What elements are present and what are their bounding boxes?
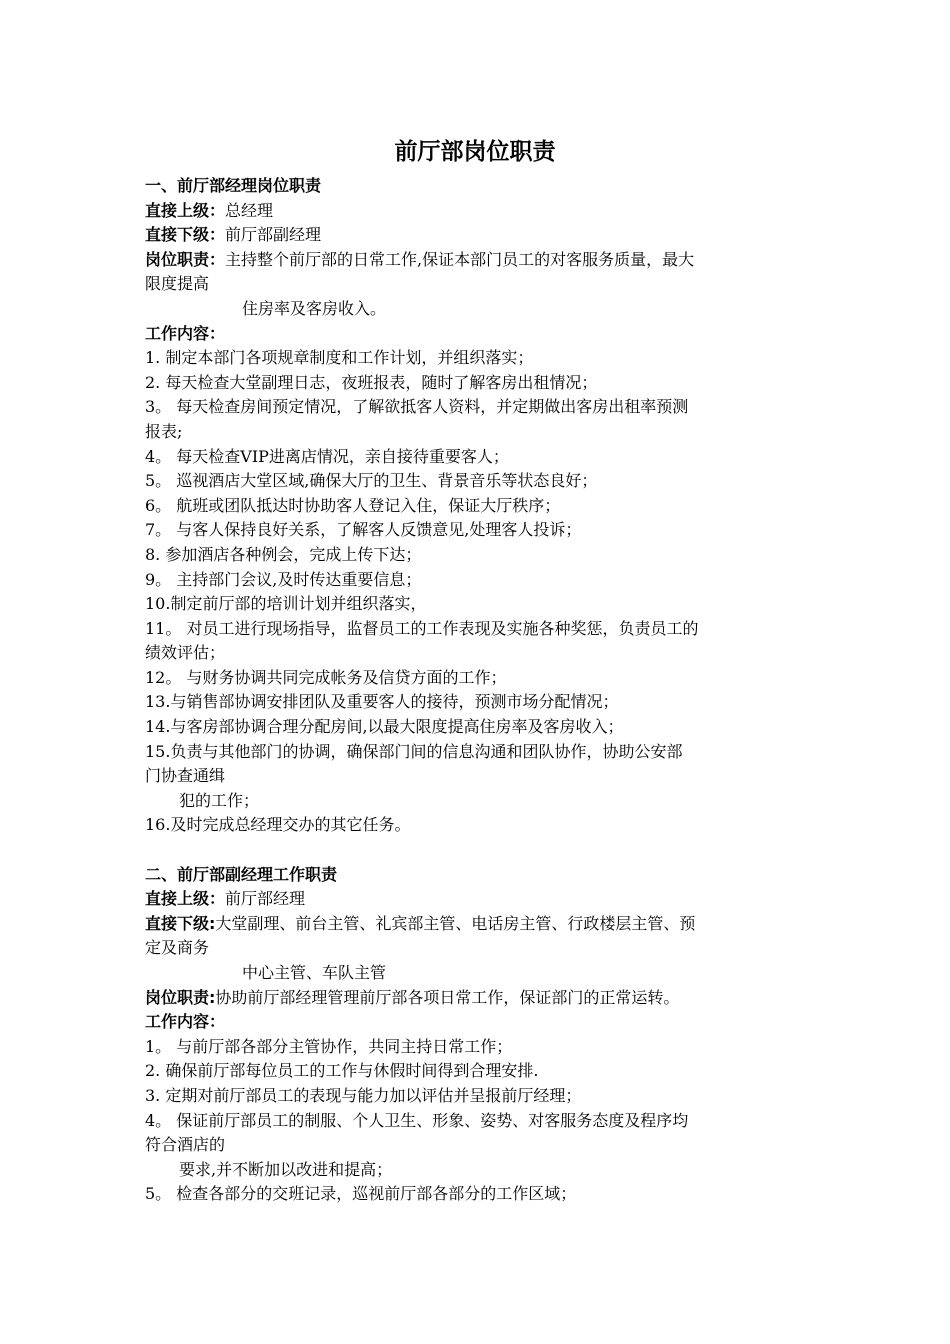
section1-heading: 一、前厅部经理岗位职责 [145,176,322,195]
list-item: 10.制定前厅部的培训计划并组织落实， [145,594,427,614]
list-item: 4。 保证前厅部员工的制服、个人卫生、形象、姿势、对客服务态度及程序均 [145,1110,689,1130]
section2-duty [145,986,810,1011]
list-item: 1。 与前厅部各部分主管协作，共同主持日常工作； [145,1036,513,1056]
list-item: 11。 对员工进行现场指导，监督员工的工作表现及实施各种奖惩，负责员工的 [145,618,699,638]
subordinate-value: 大堂副理、前台主管、礼宾部主管、电话房主管、行政楼层主管、预 [215,913,696,933]
list-item: 符合酒店的 [145,1135,226,1155]
document-title: 前厅部岗位职责 [394,139,556,165]
list-item: 报表; [145,421,183,441]
section1-duty-cont: 限度提高 [145,274,210,294]
superior-label: 直接上级： [145,889,226,909]
section2-subordinate [145,912,810,937]
list-item: 7。 与客人保持良好关系，了解客人反馈意见,处理客人投诉； [145,520,582,540]
list-item: 15.负责与其他部门的协调，确保部门间的信息沟通和团队协作，协助公安部 [145,741,683,761]
subordinate-label: 直接下级: [145,913,216,933]
duty-label: 岗位职责: [145,987,216,1007]
superior-label: 直接上级： [145,200,226,220]
list-item: 12。 与财务协调共同完成帐务及信贷方面的工作； [145,667,507,687]
list-item-cont: 要求,并不断加以改进和提高； [179,1159,393,1179]
duty-label: 岗位职责： [145,249,226,269]
document-body [145,174,810,1207]
list-item: 2. 每天检查大堂副理日志，夜班报表，随时了解客房出租情况； [145,372,598,392]
section2-subordinate-cont2: 中心主管、车队主管 [242,963,387,982]
section1-duty [145,248,810,273]
duty-value: 协助前厅部经理管理前厅部各项日常工作，保证部门的正常运转。 [215,987,680,1007]
section2-subordinate-cont: 定及商务 [145,938,210,958]
list-item: 3。 每天检查房间预定情况，了解欲抵客人资料，并定期做出客房出租率预测 [145,397,689,417]
list-item: 2. 确保前厅部每位员工的工作与休假时间得到合理安排. [145,1061,539,1081]
list-item: 5。 检查各部分的交班记录，巡视前厅部各部分的工作区域； [145,1184,577,1204]
section1-superior [145,199,810,224]
list-item: 4。 每天检查VIP进离店情况，亲自接待重要客人； [145,446,509,466]
superior-value: 前厅部经理 [225,889,306,909]
list-item: 3. 定期对前厅部员工的表现与能力加以评估并呈报前厅经理； [145,1085,582,1105]
list-item: 1. 制定本部门各项规章制度和工作计划，并组织落实； [145,348,534,368]
section1-work-label: 工作内容： [145,323,226,343]
section2-superior [145,887,810,912]
section2-work-label: 工作内容： [145,1012,226,1032]
list-item: 6。 航班或团队抵达时协助客人登记入住，保证大厅秩序； [145,495,561,515]
list-item: 13.与销售部协调安排团队及重要客人的接待，预测市场分配情况； [145,692,619,712]
list-item: 14.与客房部协调合理分配房间,以最大限度提高住房率及客房收入； [145,717,624,737]
section1-duty-cont2: 住房率及客房收入。 [242,298,387,318]
subordinate-label: 直接下级： [145,225,226,245]
section2-heading: 二、前厅部副经理工作职责 [145,864,338,884]
superior-value: 总经理 [225,200,274,220]
section-gap [145,838,810,863]
list-item: 9。 主持部门会议,及时传达重要信息； [145,569,422,589]
list-item: 门协查通缉 [145,766,226,786]
list-item: 5。 巡视酒店大堂区域,确保大厅的卫生、背景音乐等状态良好； [145,471,598,491]
list-item: 16.及时完成总经理交办的其它任务。 [145,815,411,835]
list-item: 绩效评估； [145,643,226,663]
list-item: 8. 参加酒店各种例会，完成上传下达； [145,544,422,564]
subordinate-value: 前厅部副经理 [225,225,322,245]
section1-subordinate [145,223,810,248]
list-item-cont: 犯的工作； [179,790,260,810]
duty-value: 主持整个前厅部的日常工作,保证本部门员工的对客服务质量，最大 [225,249,695,269]
